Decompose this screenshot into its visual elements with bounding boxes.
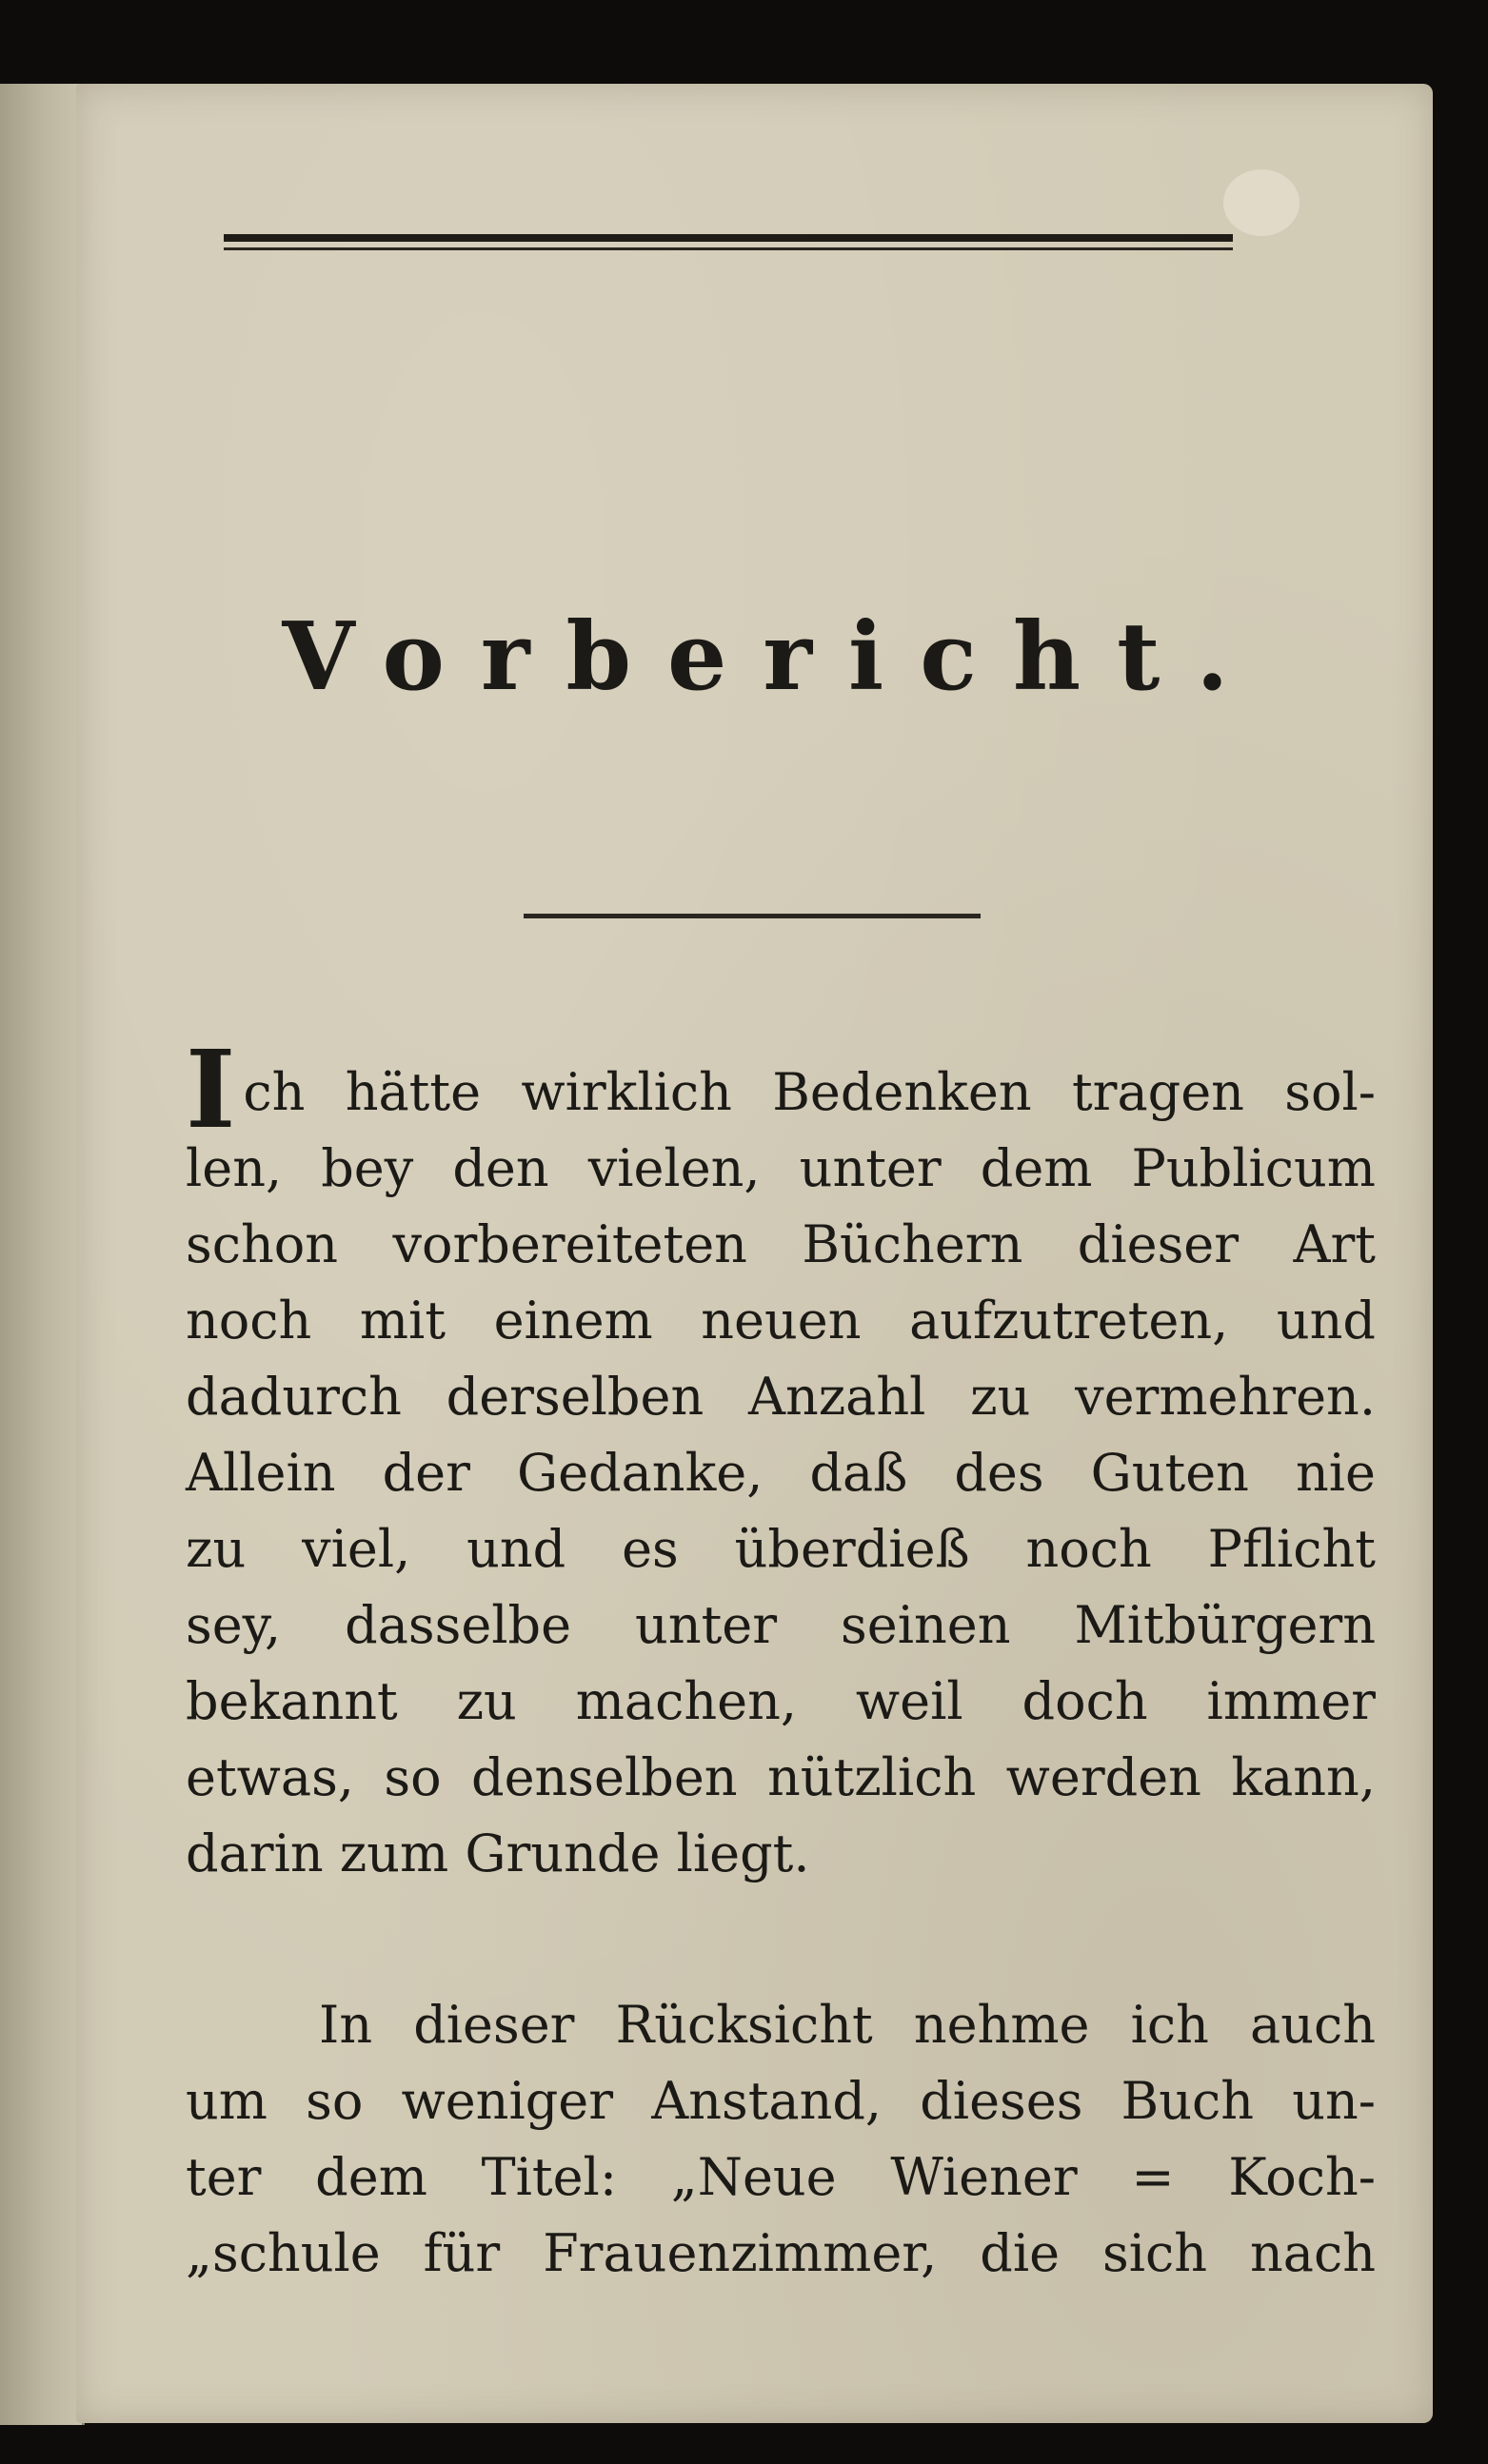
text-line: sey, dasselbe unter seinen Mitbürgern [186,1595,1376,1655]
text-line: ch hätte wirklich Bedenken tragen sol- [243,1062,1376,1122]
text-line: „schule für Frauenzimmer, die sich nach [186,2223,1376,2283]
text-line: zu viel, und es überdieß noch Pflicht [186,1519,1376,1579]
paragraph-1 [186,1028,1376,1892]
heading-divider [524,914,981,918]
paragraph-2 [186,1987,1376,2292]
text-line: dadurch derselben Anzahl zu vermehren. [186,1367,1376,1427]
text-line: In dieser Rücksicht nehme ich auch [319,1995,1376,2055]
paper-stain [1223,169,1300,236]
text-line: noch mit einem neuen aufzutreten, und [186,1291,1376,1350]
text-line: schon vorbereiteten Büchern dieser Art [186,1214,1376,1274]
text-line: bekannt zu machen, weil doch immer [186,1671,1376,1731]
text-line: um so weniger Anstand, dieses Buch un- [186,2071,1376,2131]
book-page [76,84,1433,2423]
facing-page-edge [0,84,85,2425]
text-line: len, bey den vielen, unter dem Publicum [186,1138,1376,1198]
page-heading: Vorbericht. [282,602,1265,712]
drop-cap: I [186,1028,236,1153]
text-line: etwas, so denselben nützlich werden kann, [186,1747,1376,1807]
text-line: darin zum Grunde liegt. [186,1823,810,1883]
text-line: Allein der Gedanke, daß des Guten nie [186,1443,1376,1503]
top-rule-thick [224,234,1233,242]
top-rule-thin [224,247,1233,250]
text-line: ter dem Titel: „Neue Wiener = Koch- [186,2147,1376,2207]
